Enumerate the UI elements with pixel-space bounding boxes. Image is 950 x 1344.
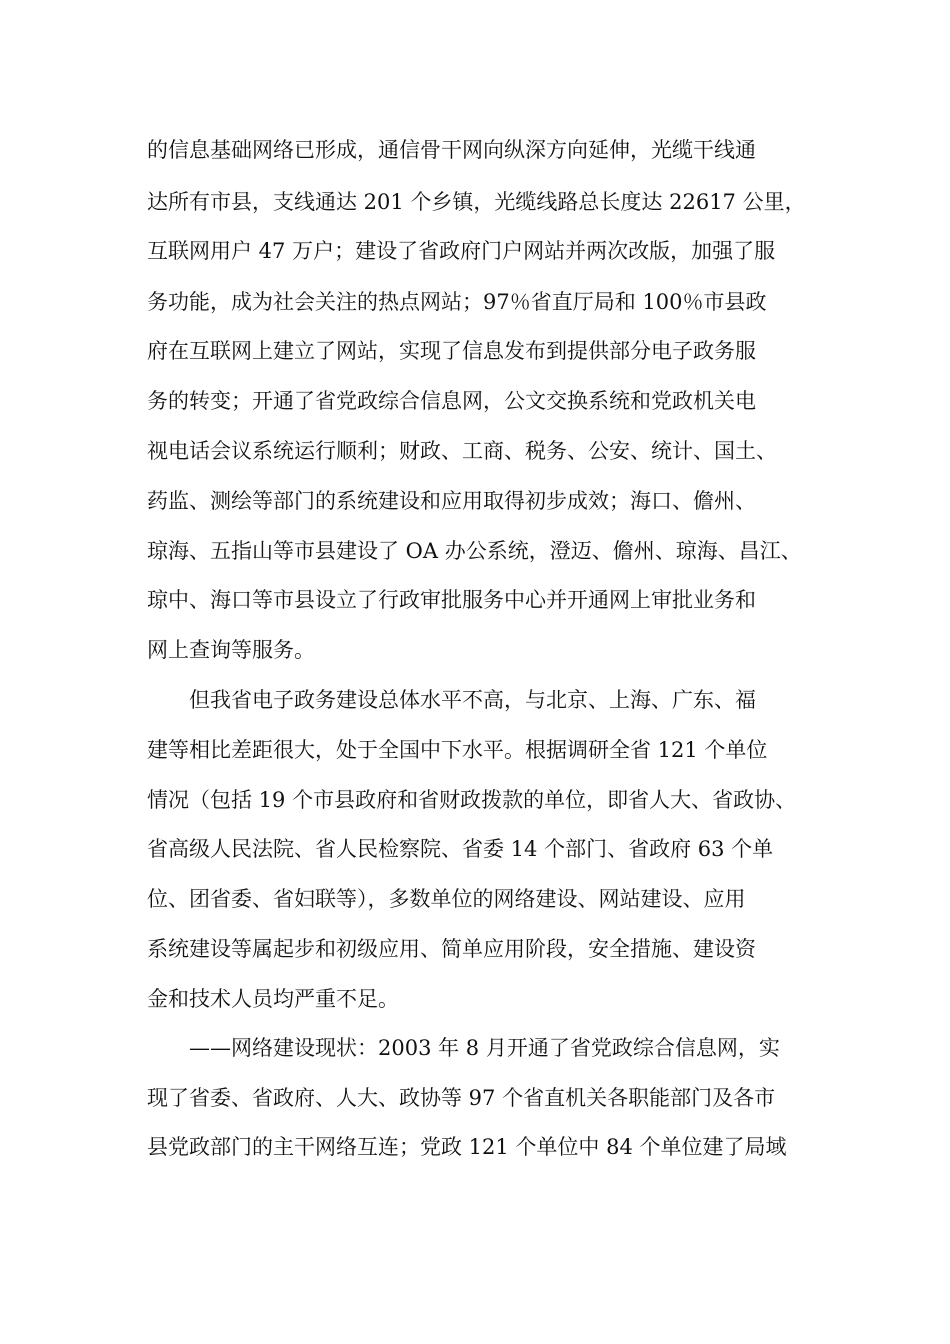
- text-line: 系统建设等属起步和初级应用、简单应用阶段，安全措施、建设资: [147, 937, 756, 961]
- text-line: ——网络建设现状：2003 年 8 月开通了省党政综合信息网，实: [189, 1036, 780, 1060]
- text-line: 琼中、海口等市县设立了行政审批服务中心并开通网上审批业务和: [147, 588, 756, 612]
- text-line: 网上查询等服务。: [147, 638, 315, 662]
- text-line: 的信息基础网络已形成，通信骨干网向纵深方向延伸，光缆干线通: [147, 138, 756, 162]
- text-line: 琼海、五指山等市县建设了 OA 办公系统，澄迈、儋州、琼海、昌江、: [147, 539, 802, 563]
- text-line: 省高级人民法院、省人民检察院、省委 14 个部门、省政府 63 个单: [147, 837, 774, 861]
- text-line: 务的转变；开通了省党政综合信息网，公文交换系统和党政机关电: [147, 389, 756, 413]
- text-line: 视电话会议系统运行顺利；财政、工商、税务、公安、统计、国土、: [147, 439, 777, 463]
- text-line: 务功能，成为社会关注的热点网站；97％省直厅局和 100％市县政: [147, 290, 767, 314]
- text-line: 金和技术人员均严重不足。: [147, 987, 399, 1011]
- text-line: 位、团省委、省妇联等），多数单位的网络建设、网站建设、应用: [147, 887, 746, 911]
- text-line: 府在互联网上建立了网站，实现了信息发布到提供部分电子政务服: [147, 339, 756, 363]
- text-line: 县党政部门的主干网络互连；党政 121 个单位中 84 个单位建了局域: [147, 1135, 787, 1159]
- text-line: 但我省电子政务建设总体水平不高，与北京、上海、广东、福: [189, 688, 756, 712]
- text-line: 情况（包括 19 个市县政府和省财政拨款的单位，即省人大、省政协、: [147, 788, 797, 812]
- text-line: 互联网用户 47 万户；建设了省政府门户网站并两次改版，加强了服: [147, 239, 776, 263]
- text-line: 现了省委、省政府、人大、政协等 97 个省直机关各职能部门及各市: [147, 1086, 776, 1110]
- text-line: 达所有市县，支线通达 201 个乡镇，光缆线路总长度达 22617 公里，: [147, 190, 806, 214]
- text-line: 药监、测绘等部门的系统建设和应用取得初步成效；海口、儋州、: [147, 489, 756, 513]
- text-line: 建等相比差距很大，处于全国中下水平。根据调研全省 121 个单位: [147, 738, 768, 762]
